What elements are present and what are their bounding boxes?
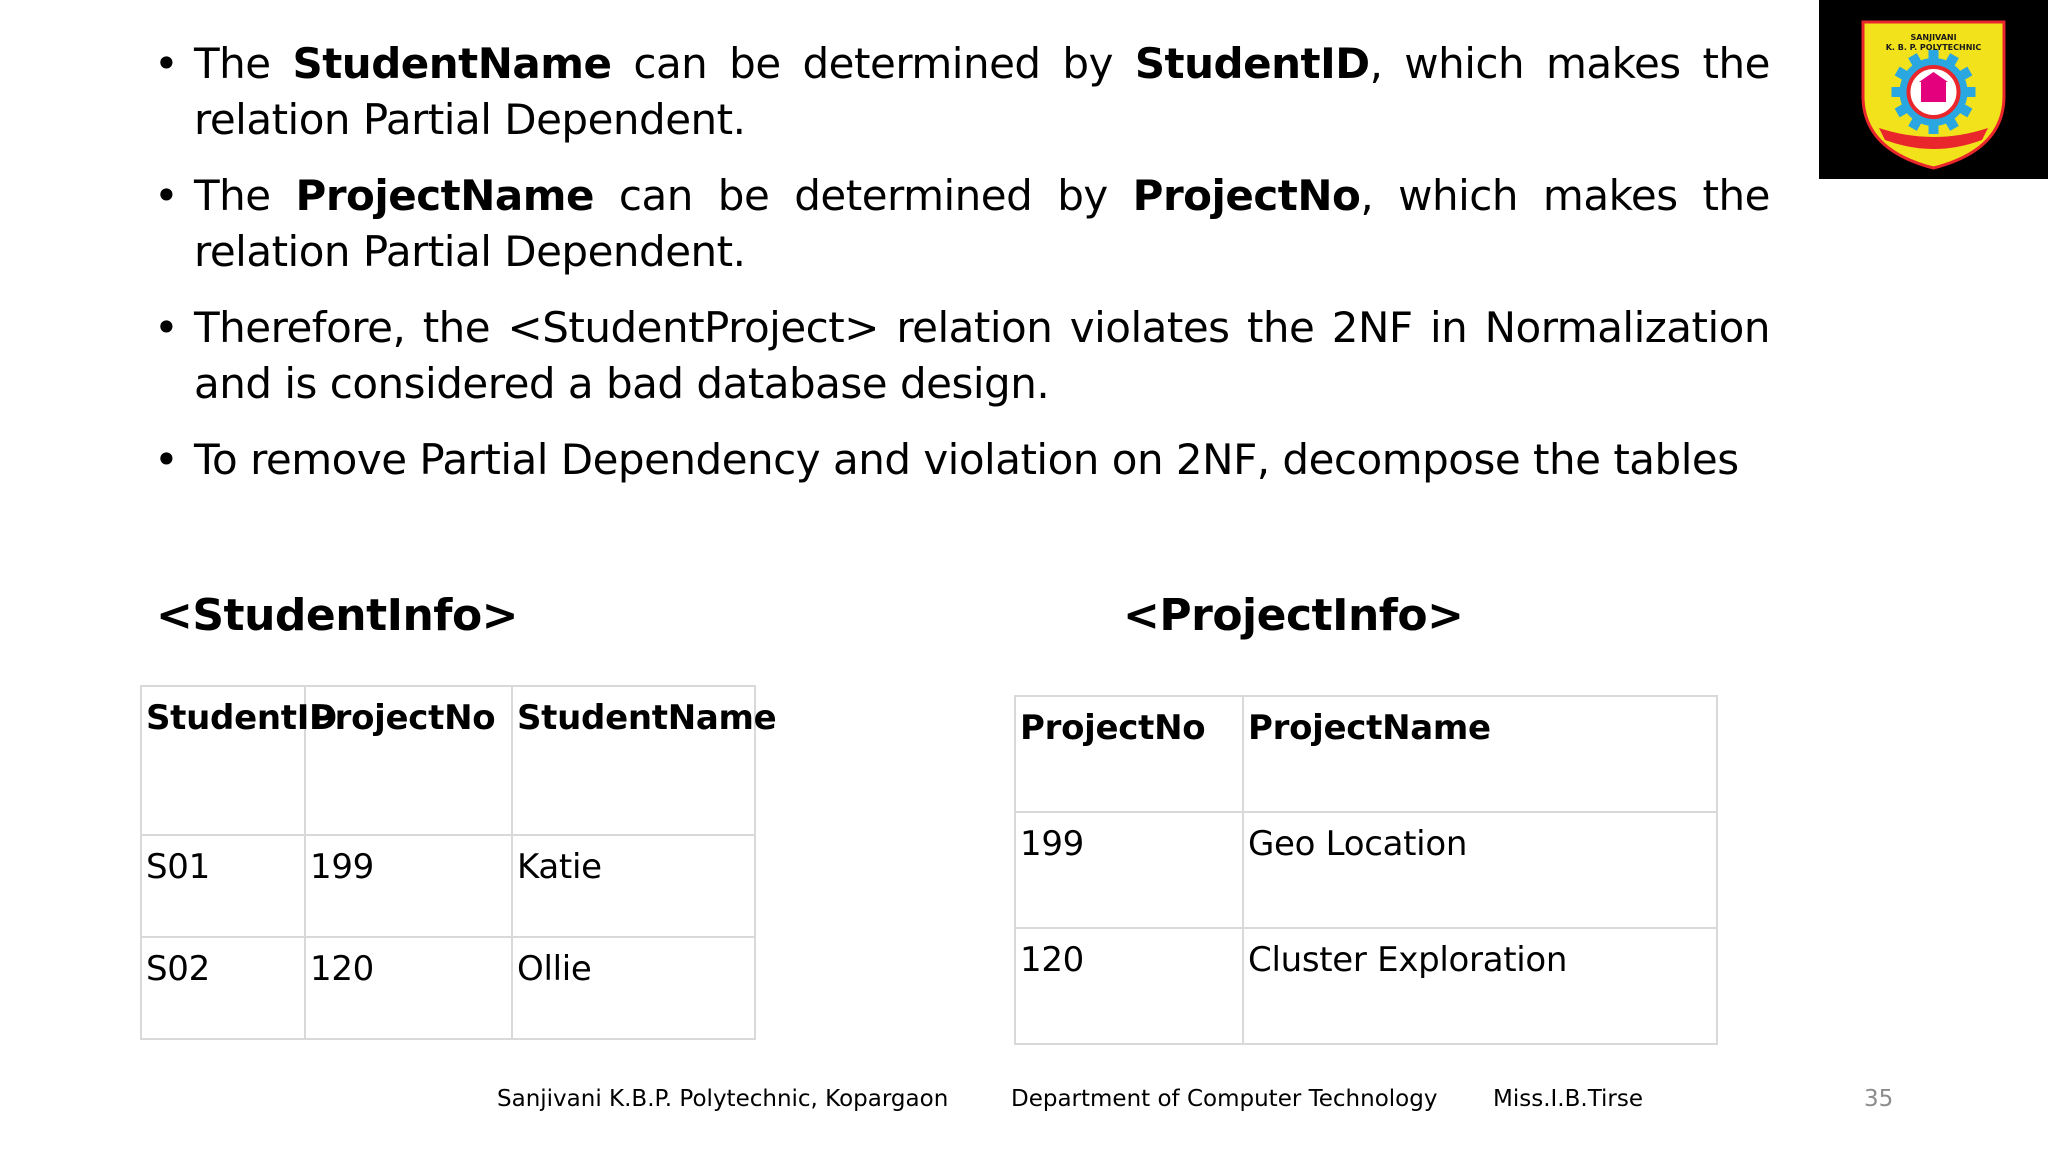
column-header: ProjectNo (305, 686, 512, 835)
bullet-text: The (194, 39, 293, 88)
bullet-item (152, 300, 1770, 412)
table-row (1015, 812, 1717, 928)
table-cell: S01 (141, 835, 305, 937)
slide-number: 35 (1864, 1086, 1894, 1112)
bullet-bold-text: StudentName (292, 39, 612, 88)
bullet-text: , which makes the relation Partial Dependent. (194, 171, 1770, 276)
table-cell: Cluster Exploration (1243, 928, 1717, 1044)
footer-author: Miss.I.B.Tirse (1493, 1086, 1644, 1112)
table-cell: Katie (512, 835, 755, 937)
table-cell: Ollie (512, 937, 755, 1039)
table-row (141, 835, 755, 937)
column-header: StudentName (512, 686, 755, 835)
logo-emblem-icon (1819, 0, 2048, 179)
table-header-row (141, 686, 755, 835)
table-cell: 120 (305, 937, 512, 1039)
logo-text-line2: K. B. P. POLYTECHNIC (1885, 43, 1982, 52)
logo-text-line1: SANJIVANI (1910, 33, 1957, 42)
student-info-table (140, 685, 777, 1040)
bullet-text: can be determined by (611, 39, 1135, 88)
bullet-list (152, 36, 1770, 508)
institute-logo (1819, 0, 2048, 179)
bullet-item (152, 168, 1770, 280)
column-header: StudentID (141, 686, 305, 835)
table-cell: 199 (305, 835, 512, 937)
table-cell: 199 (1015, 812, 1243, 928)
table-cell: 120 (1015, 928, 1243, 1044)
bullet-bold-text: StudentID (1134, 39, 1370, 88)
table-header-row (1015, 696, 1717, 812)
column-header: ProjectNo (1015, 696, 1243, 812)
table-row (141, 937, 755, 1039)
bullet-text: Therefore, the <StudentProject> relation violates the 2NF in Normalization and is considered a bad database design. (194, 303, 1770, 408)
table-cell: Geo Location (1243, 812, 1717, 928)
project-info-heading: <ProjectInfo> (1123, 590, 1464, 641)
table-row (1015, 928, 1717, 1044)
bullet-item (152, 432, 1770, 488)
bullet-bold-text: ProjectNo (1132, 171, 1361, 220)
table-cell: S02 (141, 937, 305, 1039)
project-info-table (1014, 695, 1718, 1045)
footer-institute: Sanjivani K.B.P. Polytechnic, Kopargaon (497, 1086, 949, 1112)
footer-department: Department of Computer Technology (1011, 1086, 1438, 1112)
student-info-heading: <StudentInfo> (156, 590, 519, 641)
bullet-item (152, 36, 1770, 148)
bullet-bold-text: ProjectName (295, 171, 594, 220)
bullet-text: , which makes the relation Partial Dependent. (194, 39, 1770, 144)
column-header: ProjectName (1243, 696, 1717, 812)
bullet-text: The (194, 171, 296, 220)
bullet-text: To remove Partial Dependency and violation on 2NF, decompose the tables (194, 435, 1739, 484)
bullet-text: can be determined by (594, 171, 1133, 220)
